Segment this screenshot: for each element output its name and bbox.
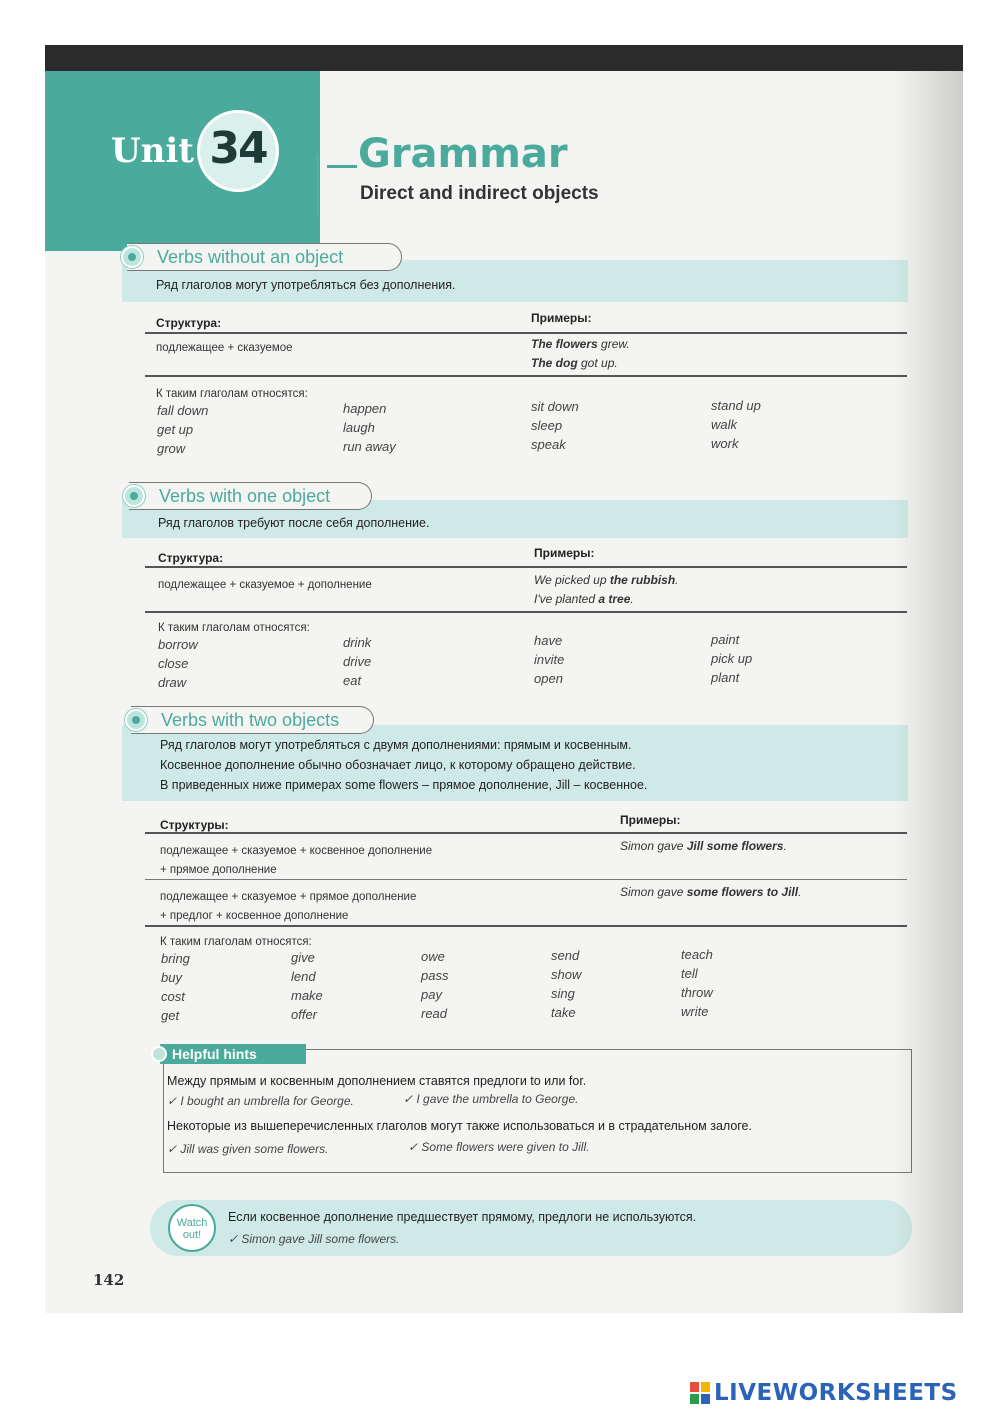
example-emphasis: to Jill	[766, 885, 799, 899]
verb-item: pay	[421, 987, 442, 1002]
hint-example: ✓ Some flowers were given to Jill.	[408, 1140, 590, 1154]
page-gutter-shadow	[893, 71, 963, 1313]
structure-text: подлежащее + сказуемое + прямое дополнение	[160, 891, 417, 903]
logo-grid-icon	[690, 1382, 710, 1404]
example-segment: We picked up	[534, 573, 610, 587]
section-intro: Косвенное дополнение обычно обозначает лицо, к которому обращено действие.	[160, 758, 636, 772]
section-bullet-icon	[125, 709, 147, 731]
structure-label: Структура:	[158, 551, 224, 565]
example-segment: .	[630, 592, 634, 606]
verb-item: have	[534, 633, 563, 648]
example-emphasis: The flowers	[531, 337, 598, 351]
page-subtitle: Direct and indirect objects	[360, 183, 599, 204]
verb-item: laugh	[343, 420, 375, 435]
example-emphasis: a tree	[598, 592, 631, 606]
verb-item: happen	[343, 401, 387, 416]
structure-text: подлежащее + сказуемое + дополнение	[158, 579, 372, 591]
section-intro: Ряд глаголов требуют после себя дополнение.	[158, 516, 430, 530]
verb-item: give	[291, 950, 315, 965]
verb-item: grow	[157, 441, 186, 456]
section-title-pill	[129, 482, 372, 510]
verb-item: close	[158, 656, 189, 671]
header-divider	[317, 155, 318, 215]
structure-text: + предлог + косвенное дополнение	[160, 910, 349, 922]
verb-item: get up	[157, 422, 194, 437]
watch-out-band	[150, 1200, 912, 1256]
watch-out-example: ✓ Simon gave Jill some flowers.	[228, 1232, 400, 1246]
verb-item: make	[291, 988, 323, 1003]
verb-item: tell	[681, 966, 698, 981]
section-intro: Ряд глаголов могут употребляться без дополнения.	[156, 278, 456, 292]
title-dash	[327, 165, 357, 168]
verb-item: invite	[534, 652, 565, 667]
verb-item: fall down	[157, 403, 209, 418]
verb-item: write	[681, 1004, 709, 1019]
structure-label: Структуры:	[160, 818, 229, 832]
verb-item: sleep	[531, 418, 563, 433]
table-rule	[145, 566, 907, 568]
example-sentence	[531, 335, 630, 354]
verb-item: send	[551, 948, 580, 963]
verb-item: open	[534, 671, 563, 686]
example-emphasis: some flowers	[706, 839, 784, 853]
examples-label: Примеры:	[620, 813, 681, 827]
verb-item: offer	[291, 1007, 318, 1022]
example-segment: Simon gave	[620, 885, 687, 899]
verb-item: cost	[161, 989, 185, 1004]
examples-label: Примеры:	[531, 311, 592, 325]
verb-item: buy	[161, 970, 182, 985]
page-title: Grammar	[358, 131, 568, 177]
example-sentence	[531, 354, 618, 373]
watch-out-badge-line2: out!	[182, 1229, 202, 1241]
hint-example: ✓ Jill was given some flowers.	[167, 1142, 329, 1156]
section-intro: В приведенных ниже примерах some flowers – прямое дополнение, Jill – косвенное.	[160, 778, 648, 792]
scan-top-edge	[45, 45, 963, 71]
liveworksheets-logo	[690, 1380, 958, 1406]
verb-item: run away	[343, 439, 396, 454]
example-segment: .	[675, 573, 679, 587]
table-rule	[145, 375, 907, 377]
hints-title: Helpful hints	[160, 1044, 306, 1064]
example-emphasis: some flowers	[686, 885, 764, 899]
example-segment: Simon gave	[620, 839, 687, 853]
verb-item: pass	[421, 968, 449, 983]
verbs-label: К таким глаголам относятся:	[160, 936, 312, 948]
example-sentence	[620, 883, 801, 902]
hint-example: ✓ I bought an umbrella for George.	[167, 1094, 354, 1108]
verb-item: work	[711, 436, 739, 451]
section-title: Verbs with one object	[159, 485, 331, 506]
verb-item: drive	[343, 654, 372, 669]
verb-item: borrow	[158, 637, 198, 652]
example-emphasis: The dog	[531, 356, 578, 370]
section-title: Verbs with two objects	[161, 709, 340, 730]
structure-label: Структура:	[156, 316, 222, 330]
example-sentence	[620, 837, 787, 856]
example-emphasis: the rubbish	[609, 573, 676, 587]
verb-item: sit down	[531, 399, 579, 414]
page-number: 142	[93, 1271, 125, 1289]
table-rule	[145, 611, 907, 613]
example-segment: .	[798, 885, 802, 899]
watch-out-badge	[168, 1204, 216, 1252]
hint-example: ✓ I gave the umbrella to George.	[403, 1092, 579, 1106]
verb-item: throw	[681, 985, 713, 1000]
structure-text: подлежащее + сказуемое	[156, 342, 293, 354]
section-bullet-icon	[123, 485, 145, 507]
hint-text: Некоторые из вышеперечисленных глаголов могут также использоваться и в страдательном залоге.	[167, 1119, 752, 1133]
verb-item: speak	[531, 437, 566, 452]
watch-out-badge-line1: Watch	[176, 1217, 208, 1229]
example-sentence	[534, 590, 634, 609]
verb-item: show	[551, 967, 582, 982]
structure-text: подлежащее + сказуемое + косвенное дополнение	[160, 845, 433, 857]
watch-out-text: Если косвенное дополнение предшествует прямому, предлоги не используются.	[228, 1210, 697, 1224]
textbook-page	[45, 45, 963, 1313]
hints-bullet-icon	[151, 1046, 167, 1062]
section-title-pill	[127, 243, 402, 271]
verb-item: plant	[711, 670, 740, 685]
verb-item: drink	[343, 635, 372, 650]
verb-item: eat	[343, 673, 362, 688]
verb-item: stand up	[711, 398, 761, 413]
example-segment: I've planted	[534, 592, 599, 606]
table-rule	[145, 332, 907, 334]
table-rule	[145, 925, 907, 927]
verb-item: walk	[711, 417, 738, 432]
verb-item: lend	[291, 969, 316, 984]
section-title: Verbs without an object	[157, 246, 344, 267]
example-segment: got up.	[577, 356, 618, 370]
structure-text: + прямое дополнение	[160, 864, 277, 876]
unit-label: Unit	[111, 131, 194, 171]
verb-item: read	[421, 1006, 448, 1021]
verb-item: pick up	[711, 651, 753, 666]
verb-item: take	[551, 1005, 576, 1020]
verb-item: teach	[681, 947, 713, 962]
verbs-label: К таким глаголам относятся:	[156, 388, 308, 400]
example-sentence	[534, 571, 679, 590]
unit-number-badge	[197, 110, 279, 192]
logo-brand-text: LIVEWORKSHEETS	[714, 1380, 958, 1406]
example-emphasis: Jill	[686, 839, 704, 853]
section-intro: Ряд глаголов могут употребляться с двумя дополнениями: прямым и косвенным.	[160, 738, 632, 752]
verb-item: get	[161, 1008, 180, 1023]
verb-item: draw	[158, 675, 187, 690]
hint-text: Между прямым и косвенным дополнением ставятся предлоги to или for.	[167, 1074, 587, 1088]
example-segment: .	[783, 839, 787, 853]
table-rule	[145, 879, 907, 880]
example-segment: grew.	[597, 337, 630, 351]
verb-item: owe	[421, 949, 445, 964]
verb-item: paint	[711, 632, 740, 647]
verb-item: bring	[161, 951, 190, 966]
section-bullet-icon	[121, 246, 143, 268]
section-title-pill	[131, 706, 374, 734]
unit-number: 34	[209, 123, 267, 174]
verb-item: sing	[551, 986, 575, 1001]
table-rule	[145, 832, 907, 834]
examples-label: Примеры:	[534, 546, 595, 560]
verbs-label: К таким глаголам относятся:	[158, 622, 310, 634]
